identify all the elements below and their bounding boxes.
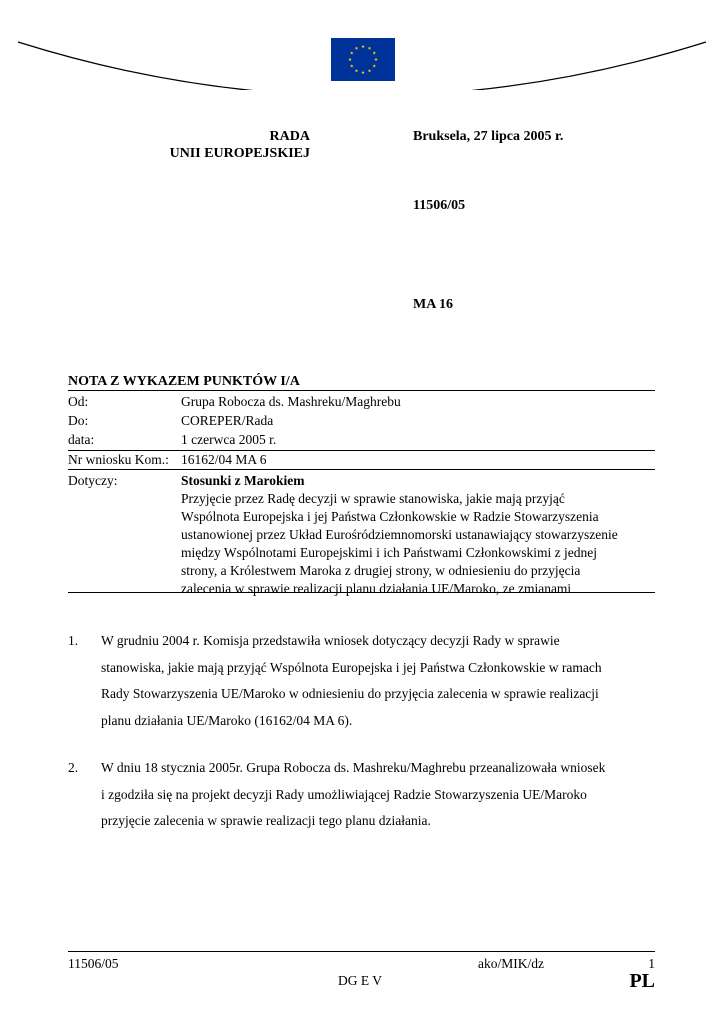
divider [68,469,655,470]
meta-value: 1 czerwca 2005 r. [181,432,277,447]
paragraph-line: stanowiska, jakie mają przyjąć Wspólnota Europejska i jej Państwa Członkowskie w ramach [101,659,602,675]
footer-language: PL [629,970,655,992]
paragraph-line: W grudniu 2004 r. Komisja przedstawiła wniosek dotyczący decyzji Rady w sprawie [101,633,560,648]
subject-line: strony, a Królestwem Maroka z drugiej strony, w odniesieniu do przyjęcia [181,563,581,578]
note-title: NOTA Z WYKAZEM PUNKTÓW I/A [68,374,300,389]
subject-block [181,472,655,598]
footer-doc-number: 11506/05 [68,956,119,971]
footer-dg: DG E V [338,973,383,988]
meta-value: COREPER/Rada [181,413,274,428]
divider [68,592,655,593]
doc-number: 11506/05 [413,198,466,213]
paragraph-text [101,755,661,835]
institution-line2: UNII EUROPEJSKIEJ [169,146,310,161]
divider [68,390,655,391]
eu-flag-logo [331,38,395,81]
meta-value: Grupa Robocza ds. Mashreku/Maghrebu [181,394,401,409]
meta-label: Od: [68,394,89,409]
subject-line: między Wspólnotami Europejskimi i ich Państwami Członkowskimi z jednej [181,545,597,560]
subject-line: Wspólnota Europejska i jej Państwa Członkowskie w Radzie Stowarzyszenia [181,509,599,524]
paragraph-line: planu działania UE/Maroko (16162/04 MA 6). [101,712,353,728]
subject-label: Dotyczy: [68,473,118,488]
institution-line1: RADA [269,129,310,144]
paragraph-line: W dniu 18 stycznia 2005r. Grupa Robocza ds. Mashreku/Maghrebu przeanalizowała wniosek [101,760,606,775]
meta-label: data: [68,432,95,447]
paragraph-line: przyjęcie zalecenia w sprawie realizacji tego planu działania. [101,813,431,828]
footer-page-number: 1 [648,956,655,971]
subject-line: ustanowionej przez Układ Eurośródziemnomorski ustanawiający stowarzyszenie [181,527,618,542]
meta-label: Nr wniosku Kom.: [68,452,169,467]
meta-label: Do: [68,413,89,428]
subject-line: Przyjęcie przez Radę decyzji w sprawie stanowiska, jakie mają przyjąć [181,491,565,506]
footer-divider [68,951,655,952]
subject-title: Stosunki z Marokiem [181,473,305,488]
meta-value: 16162/04 MA 6 [181,452,267,467]
doc-code: MA 16 [413,297,454,312]
paragraph-number: 2. [68,760,79,775]
paragraph-text [101,628,661,734]
paragraph-line: Rady Stowarzyszenia UE/Maroko w odniesieniu do przyjęcia zalecenia w sprawie realizacji [101,686,599,701]
footer-initials: ako/MIK/dz [478,956,544,971]
subject-line: zalecenia w sprawie realizacji planu działania UE/Maroko, ze zmianami [181,581,572,596]
paragraph-line: i zgodziła się na projekt decyzji Rady umożliwiającej Radzie Stowarzyszenia UE/Maroko [101,786,587,802]
flag-background [331,38,395,81]
paragraph-number: 1. [68,633,79,648]
place-date: Bruksela, 27 lipca 2005 r. [413,129,564,144]
